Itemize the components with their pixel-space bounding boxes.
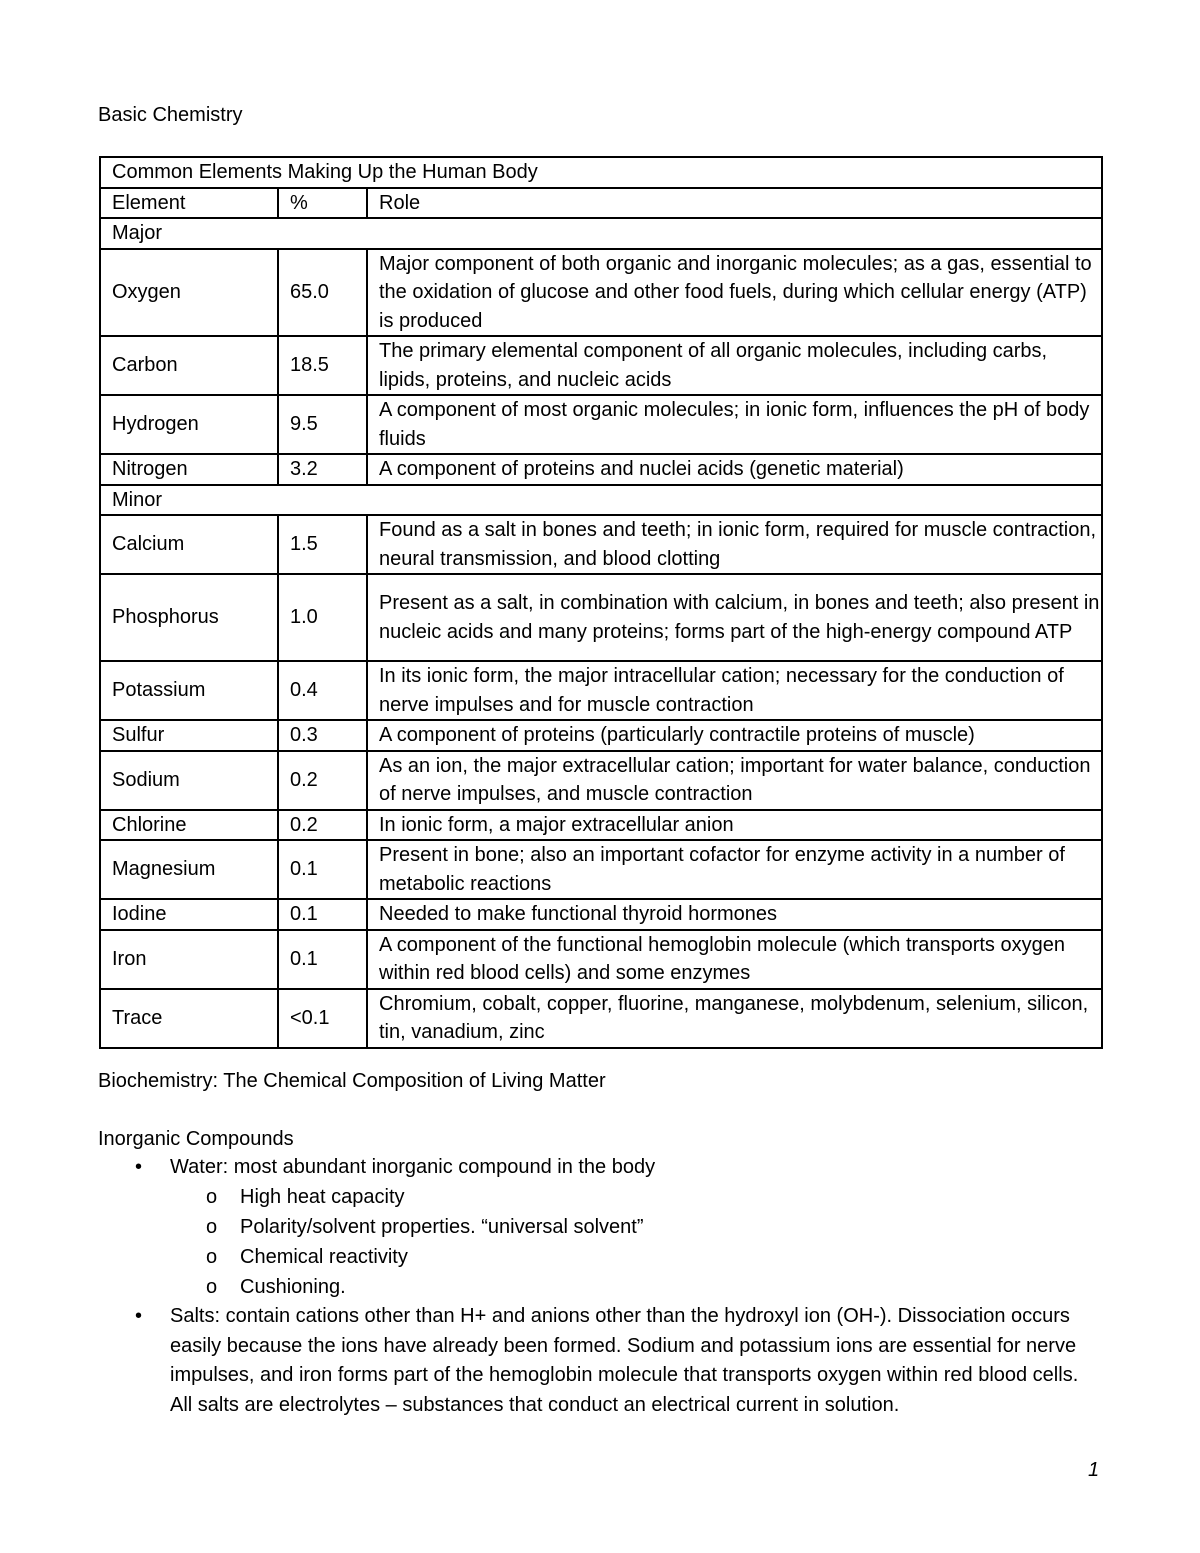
cell-element: Iodine [100,899,278,930]
cell-percent: 1.0 [278,574,367,661]
cell-percent: 0.4 [278,661,367,720]
cell-role: As an ion, the major extracellular cation; important for water balance, conduction of nerve impulses, and muscle contraction [367,751,1102,810]
cell-role: Major component of both organic and inorganic molecules; as a gas, essential to the oxidation of glucose and other food fuels, during which cellular energy (ATP) is produced [367,249,1102,337]
cell-percent: <0.1 [278,989,367,1048]
group-row [100,218,1102,249]
sub-list-item [170,1242,1088,1272]
circle-bullet-icon: o [206,1216,218,1239]
cell-element: Sulfur [100,720,278,751]
section-heading-biochemistry: Biochemistry: The Chemical Composition of Living Matter [98,1070,606,1092]
cell-role: Chromium, cobalt, copper, fluorine, manganese, molybdenum, selenium, silicon, tin, vanadium, zinc [367,989,1102,1048]
cell-role: Present in bone; also an important cofactor for enzyme activity in a number of metabolic reactions [367,840,1102,899]
section-heading-inorganic: Inorganic Compounds [98,1128,294,1150]
table-header-row [100,188,1102,219]
cell-element: Trace [100,989,278,1048]
cell-percent: 0.1 [278,899,367,930]
table-row [100,840,1102,899]
group-label: Minor [100,485,1102,516]
cell-percent: 18.5 [278,336,367,395]
cell-role: A component of proteins and nuclei acids (genetic material) [367,454,1102,485]
cell-element: Calcium [100,515,278,574]
list-item-text: Water: most abundant inorganic compound in the body [170,1156,656,1178]
list-item [98,1302,1088,1420]
header-role: Role [367,188,1102,219]
cell-role: The primary elemental component of all organic molecules, including carbs, lipids, proteins, and nucleic acids [367,336,1102,395]
bullet-list [98,1153,1088,1420]
page-title: Basic Chemistry [98,104,243,126]
table-row [100,249,1102,337]
cell-element: Nitrogen [100,454,278,485]
table-row [100,810,1102,841]
group-row [100,485,1102,516]
list-item [98,1153,1088,1302]
cell-percent: 1.5 [278,515,367,574]
cell-element: Magnesium [100,840,278,899]
cell-element: Potassium [100,661,278,720]
table-row [100,989,1102,1048]
sub-list-item [170,1182,1088,1212]
sub-list-item-text: Polarity/solvent properties. “universal solvent” [240,1216,644,1239]
cell-element: Carbon [100,336,278,395]
cell-role: Found as a salt in bones and teeth; in ionic form, required for muscle contraction, neural transmission, and blood clotting [367,515,1102,574]
cell-percent: 65.0 [278,249,367,337]
cell-element: Oxygen [100,249,278,337]
cell-role: In its ionic form, the major intracellular cation; necessary for the conduction of nerve impulses and for muscle contraction [367,661,1102,720]
table-row [100,899,1102,930]
cell-role: A component of proteins (particularly contractile proteins of muscle) [367,720,1102,751]
elements-table [99,156,1103,1049]
cell-element: Chlorine [100,810,278,841]
cell-role: In ionic form, a major extracellular anion [367,810,1102,841]
table-caption-row [100,157,1102,188]
table-row [100,515,1102,574]
sub-list-item-text: Cushioning. [240,1276,346,1299]
sub-list-item [170,1212,1088,1242]
table-row [100,574,1102,661]
circle-bullet-icon: o [206,1276,218,1299]
table-row [100,661,1102,720]
table-row [100,930,1102,989]
cell-percent: 0.2 [278,810,367,841]
cell-percent: 3.2 [278,454,367,485]
header-element: Element [100,188,278,219]
cell-element: Phosphorus [100,574,278,661]
list-item-text: Salts: contain cations other than H+ and anions other than the hydroxyl ion (OH-). Dissociation occurs easily because the ions have already been formed. Sodium and potassium ions are essential for nerve impulses, and iron forms part of the hemoglobin molecule that transports oxygen within red blood cells. All salts are electrolytes – substances that conduct an electrical current in solution. [170,1305,1079,1416]
cell-element: Iron [100,930,278,989]
page-number: 1 [1088,1459,1100,1481]
table-row [100,751,1102,810]
cell-role: Needed to make functional thyroid hormones [367,899,1102,930]
sub-list-item-text: High heat capacity [240,1186,405,1209]
sub-list [170,1182,1088,1302]
cell-percent: 0.2 [278,751,367,810]
cell-element: Hydrogen [100,395,278,454]
header-percent: % [278,188,367,219]
table-caption: Common Elements Making Up the Human Body [100,157,1102,188]
table-row [100,336,1102,395]
cell-percent: 0.1 [278,930,367,989]
cell-percent: 0.3 [278,720,367,751]
cell-role: A component of most organic molecules; in ionic form, influences the pH of body fluids [367,395,1102,454]
circle-bullet-icon: o [206,1246,218,1269]
group-label: Major [100,218,1102,249]
bullet-icon: • [135,1305,143,1328]
cell-role: A component of the functional hemoglobin molecule (which transports oxygen within red blood cells) and some enzymes [367,930,1102,989]
table-row [100,395,1102,454]
cell-percent: 9.5 [278,395,367,454]
table-row [100,454,1102,485]
cell-percent: 0.1 [278,840,367,899]
table-row [100,720,1102,751]
cell-role: Present as a salt, in combination with calcium, in bones and teeth; also present in nucleic acids and many proteins; forms part of the high-energy compound ATP [367,574,1102,661]
sub-list-item [170,1272,1088,1302]
circle-bullet-icon: o [206,1186,218,1209]
sub-list-item-text: Chemical reactivity [240,1246,408,1269]
cell-element: Sodium [100,751,278,810]
bullet-icon: • [135,1156,143,1178]
